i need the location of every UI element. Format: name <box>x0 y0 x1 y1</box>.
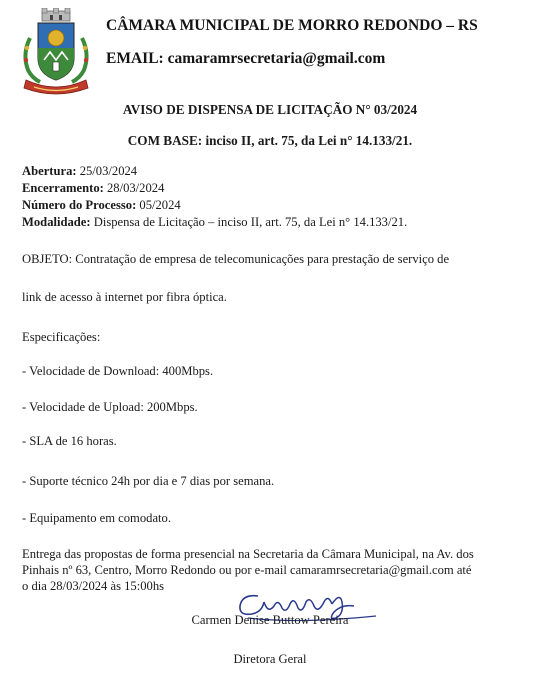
field-process-number <box>22 198 181 213</box>
spec-item: - Suporte técnico 24h por dia e 7 dias por semana. <box>22 474 275 488</box>
object-line-1: OBJETO: Contratação de empresa de telecomunicações para prestação de serviço de <box>22 252 450 266</box>
municipal-coat-of-arms-icon <box>20 8 92 96</box>
spec-item: - SLA de 16 horas. <box>22 434 117 448</box>
field-label: Número do Processo: <box>22 198 137 212</box>
submission-line-3: o dia 28/03/2024 às 15:00hs <box>22 579 165 593</box>
field-modality <box>22 215 407 230</box>
notice-title: AVISO DE DISPENSA DE LICITAÇÃO N° 03/2024 <box>122 102 418 117</box>
signatory-name: Carmen Denise Buttow Pereira <box>191 613 349 627</box>
field-value: Dispensa de Licitação – inciso II, art. 75, da Lei n° 14.133/21. <box>90 215 408 229</box>
signatory-role: Diretora Geral <box>233 652 307 666</box>
submission-line-2: Pinhais nº 63, Centro, Morro Redondo ou por e-mail camaramrsecretaria@gmail.com até <box>22 563 472 577</box>
submission-line-1: Entrega das propostas de forma presencial na Secretaria da Câmara Municipal, na Av. dos <box>22 547 474 561</box>
field-value: 25/03/2024 <box>76 164 138 178</box>
field-closing-date <box>22 181 164 196</box>
object-line-2: link de acesso à internet por fibra óptica. <box>22 290 227 304</box>
field-label: Abertura: <box>22 164 77 178</box>
spec-item: - Velocidade de Upload: 200Mbps. <box>22 400 198 414</box>
spec-item: - Equipamento em comodato. <box>22 511 171 525</box>
field-value: 05/2024 <box>136 198 181 212</box>
field-label: Encerramento: <box>22 181 104 195</box>
institution-email: EMAIL: camaramrsecretaria@gmail.com <box>106 50 386 67</box>
institution-name: CÂMARA MUNICIPAL DE MORRO REDONDO – RS <box>106 17 478 34</box>
notice-legal-basis: COM BASE: inciso II, art. 75, da Lei n° 14.133/21. <box>127 133 413 148</box>
spec-item: - Velocidade de Download: 400Mbps. <box>22 364 214 378</box>
field-label: Modalidade: <box>22 215 91 229</box>
specifications-heading: Especificações: <box>22 330 101 344</box>
field-value: 28/03/2024 <box>103 181 165 195</box>
field-opening-date <box>22 164 137 179</box>
